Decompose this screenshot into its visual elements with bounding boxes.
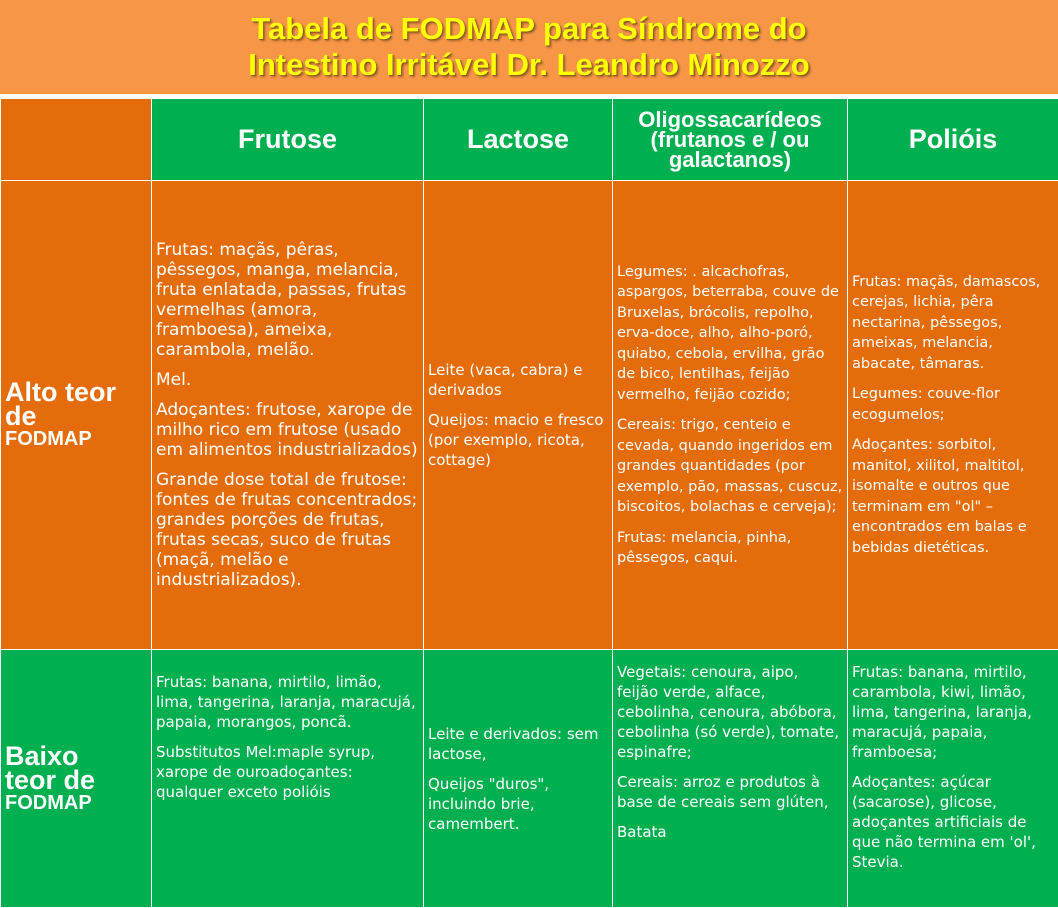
cell-paragraph: Frutas: maçãs, pêras, pêssegos, manga, melancia, fruta enlatada, passas, frutas vermelhas (amora, framboesa), ameixa, carambola, melão. <box>156 240 419 360</box>
row-label-baixo <box>1 650 152 908</box>
cell-paragraph: Leite (vaca, cabra) e derivados <box>428 360 608 400</box>
header-row <box>1 99 1058 181</box>
fodmap-table <box>0 98 1058 908</box>
cell-paragraph: Adoçantes: frutose, xarope de milho rico em frutose (usado em alimentos industrializados) <box>156 400 419 460</box>
row-label-alto-line3: FODMAP <box>5 428 151 450</box>
cell-baixo-frutose <box>152 650 424 908</box>
cell-alto-poliois <box>848 181 1058 650</box>
cell-paragraph: Queijos: macio e fresco (por exemplo, ricota, cottage) <box>428 410 608 470</box>
cell-baixo-oligossacarideos <box>613 650 848 908</box>
cell-paragraph: Frutas: melancia, pinha, pêssegos, caqui. <box>617 528 843 569</box>
title-banner <box>0 0 1058 96</box>
header-oligossacarideos: Oligossacarídeos (frutanos e / ou galactanos) <box>613 99 848 181</box>
row-label-baixo-line2: teor de <box>5 768 151 792</box>
cell-baixo-poliois <box>848 650 1058 908</box>
row-label-alto <box>1 181 152 650</box>
cell-paragraph: Cereais: trigo, centeio e cevada, quando ingeridos em grandes quantidades (por exemplo, pão, massas, cuscuz, biscoitos, bolachas e cerveja); <box>617 415 843 518</box>
cell-paragraph: Grande dose total de frutose: fontes de frutas concentrados; grandes porções de frutas, frutas secas, suco de frutas (maçã, melão e industrializados). <box>156 470 419 590</box>
cell-baixo-lactose <box>424 650 613 908</box>
cell-alto-frutose <box>152 181 424 650</box>
cell-paragraph: Adoçantes: açúcar (sacarose), glicose, adoçantes artificiais de que não termina em 'ol', Stevia. <box>852 772 1054 872</box>
cell-paragraph: Leite e derivados: sem lactose, <box>428 724 608 764</box>
header-frutose: Frutose <box>152 99 424 181</box>
header-lactose: Lactose <box>424 99 613 181</box>
cell-paragraph: Frutas: banana, mirtilo, carambola, kiwi, limão, lima, tangerina, laranja, maracujá, papaia, framboesa; <box>852 662 1054 762</box>
row-label-alto-line2: de <box>5 404 151 428</box>
row-label-baixo-line3: FODMAP <box>5 792 151 814</box>
title-line-1: Tabela de FODMAP para Síndrome do <box>251 11 806 47</box>
row-alto-teor <box>1 181 1058 650</box>
cell-alto-lactose <box>424 181 613 650</box>
cell-paragraph: Substitutos Mel:maple syrup, xarope de ouroadoçantes: qualquer exceto polióis <box>156 742 419 802</box>
cell-paragraph: Batata <box>617 822 843 842</box>
corner-cell <box>1 99 152 181</box>
row-baixo-teor <box>1 650 1058 908</box>
title-line-2: Intestino Irritável Dr. Leandro Minozzo <box>248 47 810 83</box>
header-poliois: Polióis <box>848 99 1058 181</box>
cell-paragraph: Vegetais: cenoura, aipo, feijão verde, alface, cebolinha, cenoura, abóbora, cebolinha (só verde), tomate, espinafre; <box>617 662 843 762</box>
cell-paragraph: Legumes: . alcachofras, aspargos, beterraba, couve de Bruxelas, brócolis, repolho, erva-doce, alho, alho-poró, quiabo, cebola, ervilha, grão de bico, lentilhas, feijão vermelho, feijão cozido; <box>617 262 843 406</box>
cell-alto-oligossacarideos <box>613 181 848 650</box>
cell-paragraph: Mel. <box>156 370 419 390</box>
cell-paragraph: Frutas: maçãs, damascos, cerejas, lichia, pêra nectarina, pêssegos, ameixas, melancia, abacate, tâmaras. <box>852 272 1054 375</box>
row-label-alto-line1: Alto teor <box>5 380 151 404</box>
row-label-baixo-line1: Baixo <box>5 744 151 768</box>
cell-paragraph: Queijos "duros", incluindo brie, camembert. <box>428 774 608 834</box>
cell-paragraph: Legumes: couve-flor ecogumelos; <box>852 384 1054 425</box>
cell-paragraph: Adoçantes: sorbitol, manitol, xilitol, maltitol, isomalte e outros que terminam em "ol" – encontrados em balas e bebidas dietéticas. <box>852 435 1054 558</box>
cell-paragraph: Frutas: banana, mirtilo, limão, lima, tangerina, laranja, maracujá, papaia, morangos, poncã. <box>156 672 419 732</box>
cell-paragraph: Cereais: arroz e produtos à base de cereais sem glúten, <box>617 772 843 812</box>
